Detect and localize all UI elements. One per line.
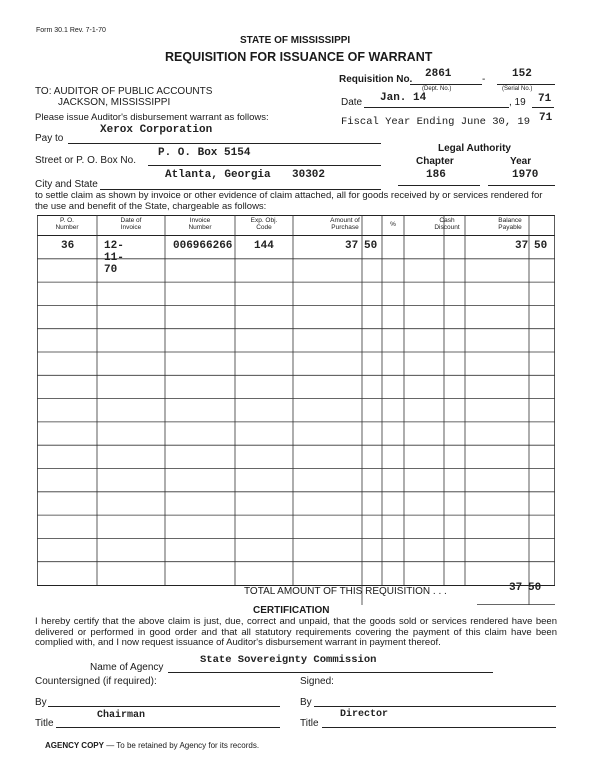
agency-label: Name of Agency: [90, 662, 164, 673]
total-label: TOTAL AMOUNT OF THIS REQUISITION . . .: [244, 586, 447, 597]
street-label: Street or P. O. Box No.: [35, 155, 136, 166]
year-line: [532, 107, 554, 108]
dept-no-value: 2861: [425, 68, 452, 80]
certification-text: I hereby certify that the above claim is just, due, correct and unpaid, that the goods sold or services rendered have been delivered or performed in good order and that all statutory requirements covering the payment of this claim have been complied with, and I now request issuance of Auditor's disbursement warrant in payment thereof.: [35, 616, 557, 648]
serial-no-line: [497, 84, 555, 85]
to-line1: TO: AUDITOR OF PUBLIC ACCOUNTS: [35, 86, 213, 97]
state-heading: STATE OF MISSISSIPPI: [240, 35, 351, 46]
header-invoice: Invoice Number: [188, 217, 212, 231]
serial-no-value: 152: [512, 68, 532, 80]
settle-text: to settle claim as shown by invoice or other evidence of claim attached, all for goods received by or services rendered for the use and benefit of the State, chargeable as follows:: [35, 190, 543, 212]
total-dollars: 37: [509, 582, 523, 594]
row1-invoice: 006966266: [173, 240, 233, 252]
street-value: P. O. Box 5154: [158, 147, 251, 159]
by-line-right: [314, 706, 556, 707]
by-line-left: [48, 706, 280, 707]
zip-value: 30302: [292, 169, 326, 181]
title-line-left: [56, 727, 280, 728]
dept-caption: (Dept. No.): [422, 86, 452, 92]
signed-label: Signed:: [300, 676, 334, 687]
street-line: [148, 165, 381, 166]
pay-to-value: Xerox Corporation: [100, 124, 213, 136]
dept-no-line: [410, 84, 482, 85]
header-percent: %: [390, 221, 396, 228]
row1-balance-dollars: 37: [515, 240, 529, 252]
legal-authority-title: Legal Authority: [438, 143, 511, 154]
dash: -: [482, 74, 486, 85]
requisition-label: Requisition No.: [339, 74, 413, 85]
title-label-left: Title: [35, 718, 54, 729]
agency-value: State Sovereignty Commission: [200, 654, 377, 666]
city-label: City and State: [35, 179, 98, 190]
year-label: Year: [510, 156, 532, 167]
instruction: Please issue Auditor's disbursement warrant as follows:: [35, 112, 269, 123]
authority-year-line: [488, 185, 555, 186]
date-label: Date: [341, 97, 363, 108]
certification-title: CERTIFICATION: [253, 605, 330, 616]
city-value: Atlanta, Georgia: [165, 169, 271, 181]
row1-amount-dollars: 37: [345, 240, 359, 252]
row1-code: 144: [254, 240, 274, 252]
title-label-right: Title: [300, 718, 319, 729]
page-title: REQUISITION FOR ISSUANCE OF WARRANT: [165, 50, 433, 64]
year-value: 71: [538, 93, 552, 105]
form-number: Form 30.1 Rev. 7-1-70: [36, 27, 106, 34]
countersigned-label: Countersigned (if required):: [35, 676, 157, 687]
agency-copy-label: AGENCY COPY: [45, 741, 104, 750]
serial-caption: (Serial No.): [502, 86, 533, 92]
row1-date: 12-11-70: [104, 240, 124, 276]
header-po: P. O. Number: [55, 217, 79, 231]
fiscal-label: Fiscal Year Ending June 30, 19: [341, 116, 531, 128]
chapter-value: 186: [426, 169, 446, 181]
row1-amount-cents: 50: [364, 240, 378, 252]
row1-balance-cents: 50: [534, 240, 548, 252]
to-line2: JACKSON, MISSISSIPPI: [58, 97, 171, 108]
row1-po: 36: [61, 240, 75, 252]
pay-to-line: [68, 143, 381, 144]
title-value-left: Chairman: [97, 710, 146, 721]
authority-year-value: 1970: [512, 169, 539, 181]
header-code: Exp. Obj. Code: [250, 217, 278, 231]
header-balance: Balance Payable: [498, 217, 522, 231]
header-date: Date of Invoice: [120, 217, 142, 231]
agency-line: [168, 672, 493, 673]
header-amount: Amount of Purchase: [330, 217, 360, 231]
chapter-label: Chapter: [416, 156, 454, 167]
by-label-left: By: [35, 697, 47, 708]
agency-copy-note: — To be retained by Agency for its records.: [106, 741, 260, 750]
chapter-line: [398, 185, 480, 186]
title-line-right: [322, 727, 556, 728]
fiscal-year-value: 71: [539, 112, 553, 124]
header-discount: Cash Discount: [434, 217, 460, 231]
pay-to-label: Pay to: [35, 133, 64, 144]
agency-copy-footer: [45, 741, 259, 750]
by-label-right: By: [300, 697, 312, 708]
date-value: Jan. 14: [380, 92, 427, 104]
date-line: [364, 107, 509, 108]
title-value-right: Director: [340, 709, 389, 720]
total-cents: 50: [528, 582, 542, 594]
year-prefix: , 19: [509, 97, 526, 108]
